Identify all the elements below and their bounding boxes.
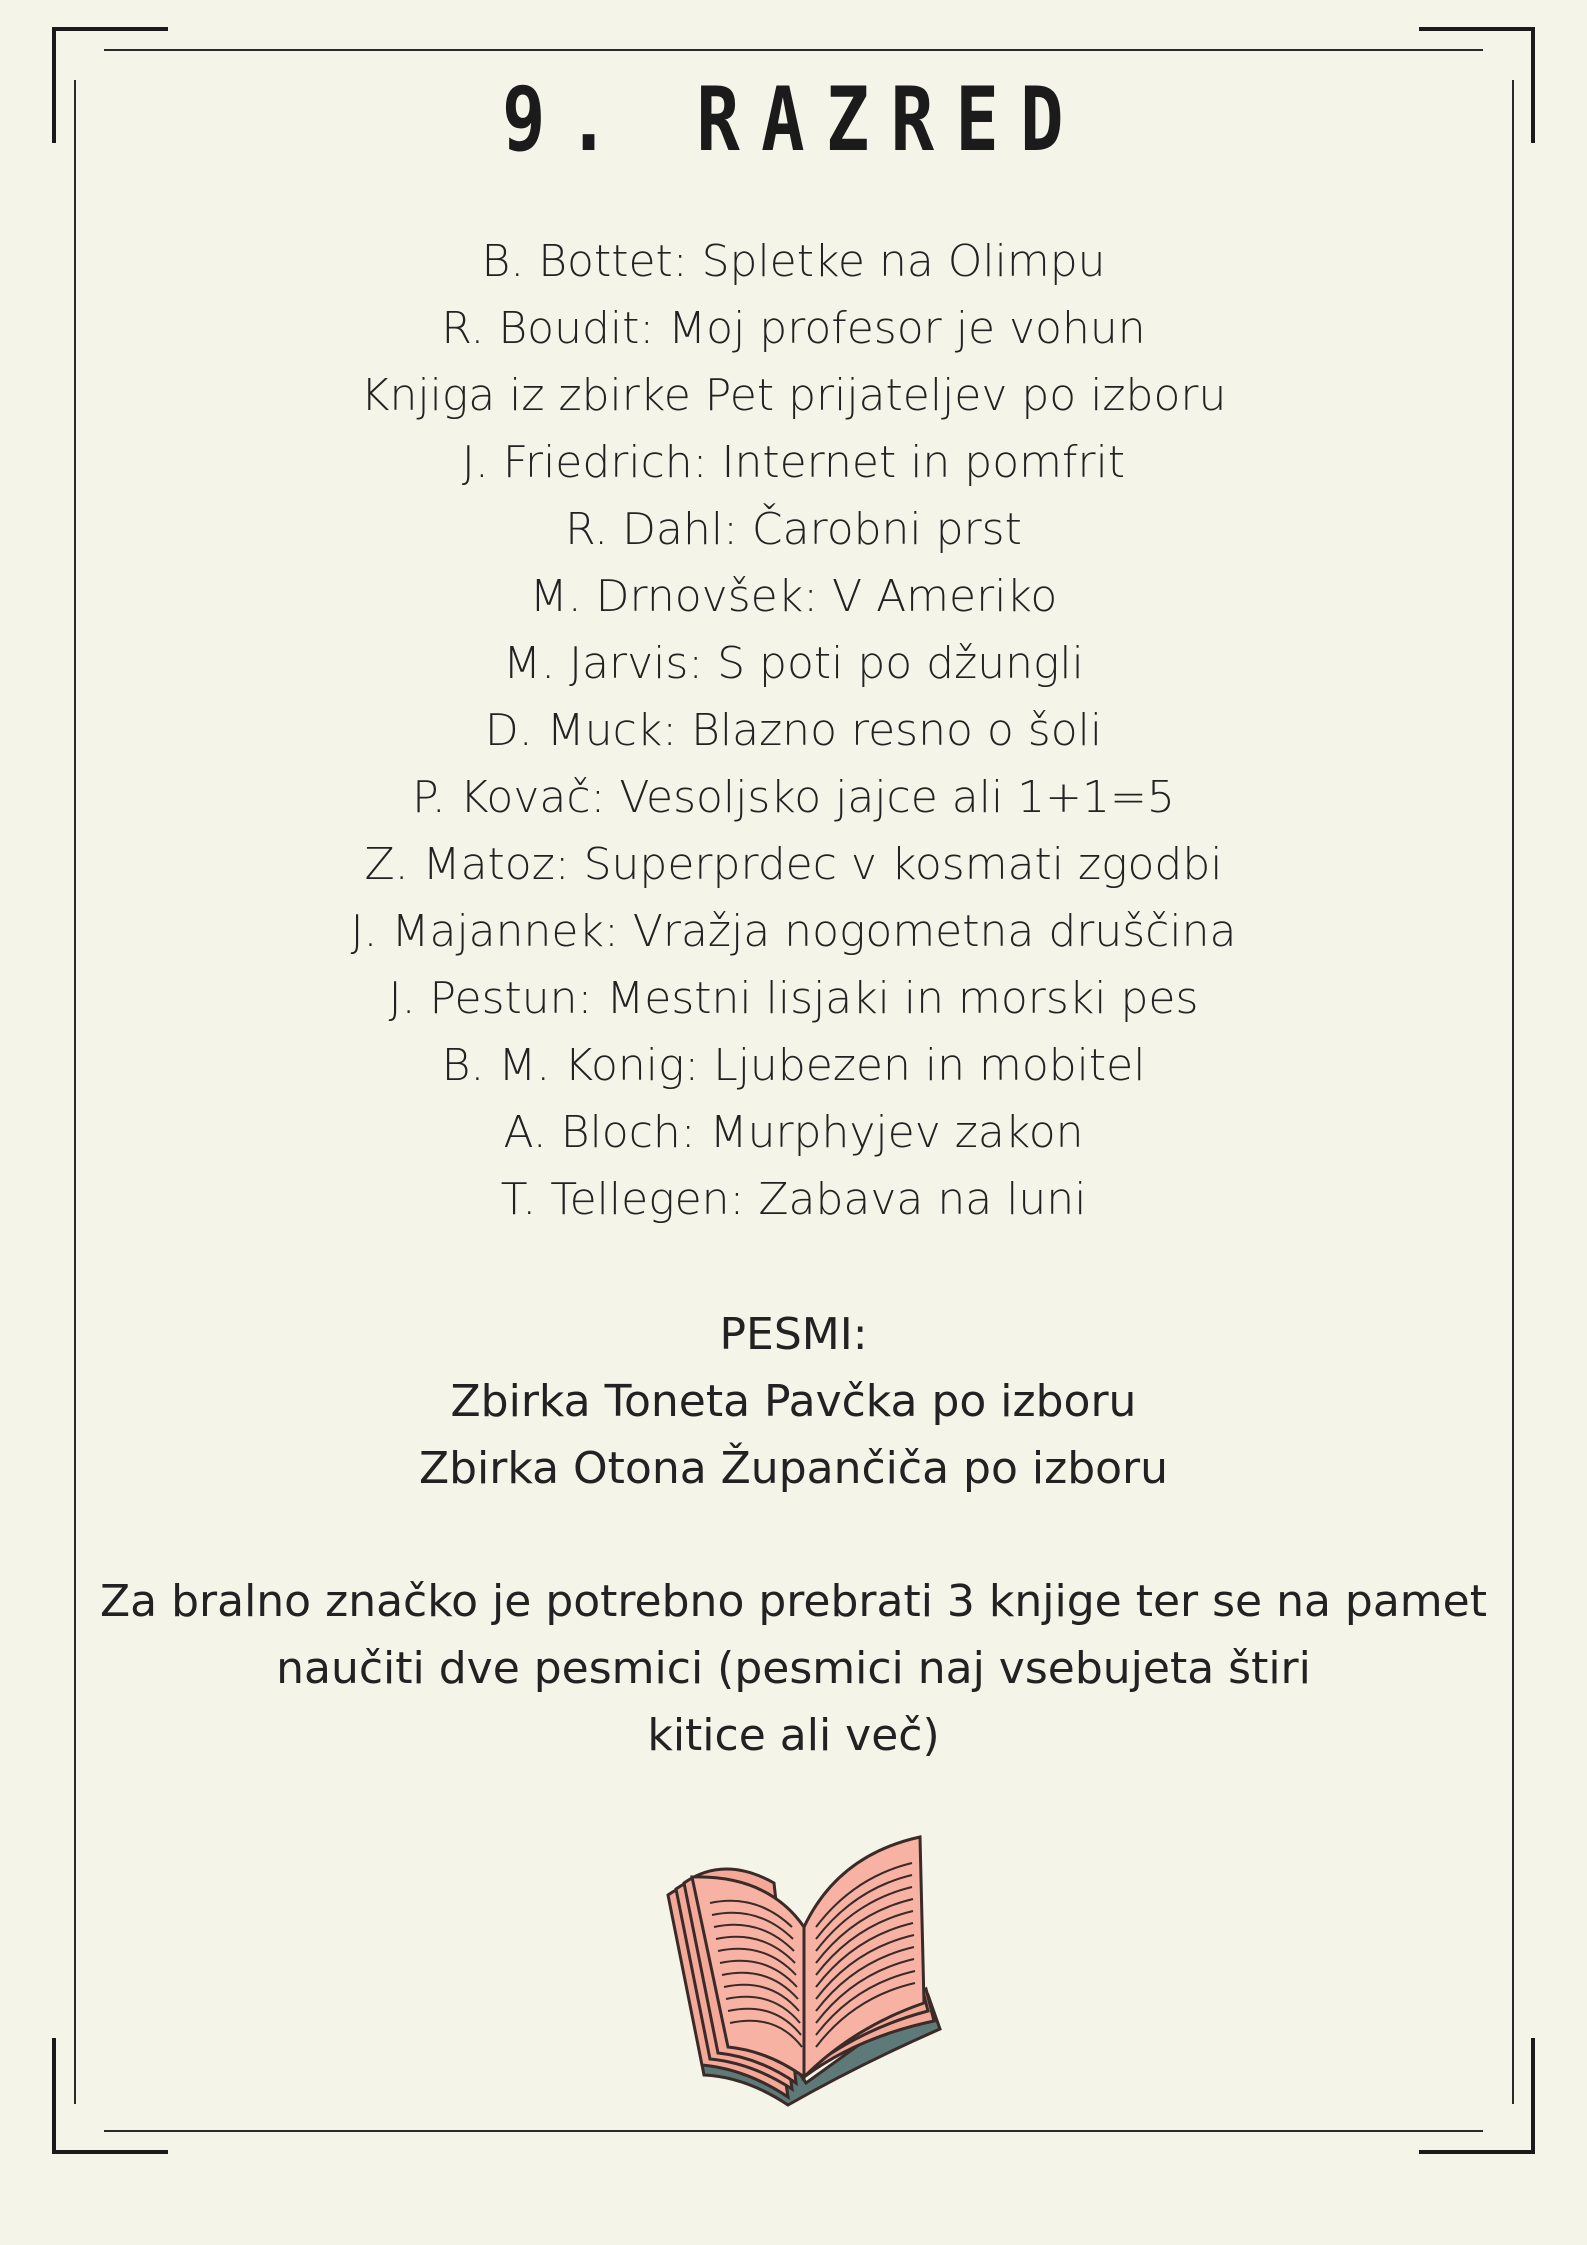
frame-corner-bottom-right-vertical <box>1531 2038 1535 2154</box>
requirements-note <box>100 1568 1487 1769</box>
frame-corner-top-left-vertical <box>52 27 56 143</box>
poems-section <box>0 1301 1587 1502</box>
list-item: Zbirka Otona Župančiča po izboru <box>418 1443 1169 1494</box>
list-item: A. Bloch: Murphyjev zakon <box>503 1107 1084 1158</box>
note-line: kitice ali več) <box>647 1710 940 1761</box>
note-line: Za bralno značko je potrebno prebrati 3 knjige ter se na pamet <box>100 1576 1487 1627</box>
list-item: R. Boudit: Moj profesor je vohun <box>441 303 1146 354</box>
list-item: R. Dahl: Čarobni prst <box>565 504 1022 555</box>
list-item: Zbirka Toneta Pavčka po izboru <box>450 1376 1137 1427</box>
list-item: J. Pestun: Mestni lisjaki in morski pes <box>388 973 1199 1024</box>
poems-list <box>0 1368 1587 1502</box>
note-line: naučiti dve pesmici (pesmici naj vsebujeta štiri <box>276 1643 1311 1694</box>
list-item: M. Jarvis: S poti po džungli <box>503 638 1084 689</box>
frame-corner-bottom-left <box>52 2150 168 2154</box>
frame-corner-top-left <box>52 27 168 31</box>
frame-corner-bottom-left-vertical <box>52 2038 56 2154</box>
list-item: J. Majannek: Vražja nogometna druščina <box>350 906 1237 957</box>
frame-corner-top-right <box>1419 27 1535 31</box>
frame-inner-top <box>104 49 1483 51</box>
frame-inner-bottom <box>104 2130 1483 2132</box>
list-item: D. Muck: Blazno resno o šoli <box>484 705 1103 756</box>
poems-heading: PESMI: <box>719 1309 868 1360</box>
frame-corner-top-right-vertical <box>1531 27 1535 143</box>
list-item: T. Tellegen: Zabava na luni <box>500 1174 1087 1225</box>
page-title: 9. RAZRED <box>502 68 1085 171</box>
frame-corner-bottom-right <box>1419 2150 1535 2154</box>
open-book-icon <box>628 1815 1008 2115</box>
list-item: B. Bottet: Spletke na Olimpu <box>481 236 1106 287</box>
list-item: B. M. Konig: Ljubezen in mobitel <box>441 1040 1146 1091</box>
list-item: P. Kovač: Vesoljsko jajce ali 1+1=5 <box>412 772 1175 823</box>
list-item: M. Drnovšek: V Ameriko <box>529 571 1058 622</box>
book-list <box>0 228 1587 1233</box>
list-item: Z. Matoz: Superprdec v kosmati zgodbi <box>364 839 1223 890</box>
list-item: Knjiga iz zbirke Pet prijateljev po izboru <box>360 370 1227 421</box>
list-item: J. Friedrich: Internet in pomfrit <box>461 437 1126 488</box>
